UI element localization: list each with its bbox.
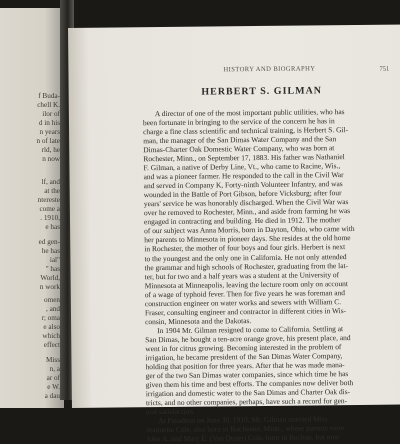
article-text-line: F. Gilman, a native of Derby Line, Vt., who came to Racine, Wis., (143, 161, 341, 173)
article-text-line: construction engineer on water works and sewers with William C. (144, 296, 342, 308)
article-body (143, 106, 400, 443)
left-page-text-fragment: n now (42, 155, 60, 163)
left-page-text-fragment: , and (46, 305, 60, 313)
left-page-text-fragment: lf, and (41, 178, 60, 186)
left-page-text-fragment: ed gen- (38, 238, 60, 246)
article-title: HERBERT S. GILMAN (201, 85, 323, 98)
left-page-text-fragment: ilor of (42, 110, 60, 118)
article-text-line: Rochester, Minn., on September 17, 1883. His father was Nathaniel (143, 152, 345, 164)
article-text-line: ter, but for two and a half years was a student at the University of (144, 269, 340, 281)
article-text-line: went in for citrus growing. Becoming interested in the problem of (145, 341, 342, 354)
article-text-line: Dimas-Charter Oak Domestic Water Company, who was born at (143, 143, 335, 155)
article-text-line: her parents to Minnesota in pioneer days. She resides at the old home (144, 233, 351, 245)
article-text-line: San Dimas, he bought a ten-acre orange grove, his present place, and (145, 332, 351, 344)
article-text-line: the grammar and high schools of Rochester, graduating from the lat- (144, 260, 349, 272)
left-page-text-fragment: chell K. (37, 101, 60, 109)
article-text-line: irrigation and domestic water to the San Dimas and Charter Oak dis- (145, 387, 351, 399)
left-page-text-fragment: " has (45, 265, 60, 273)
left-page-text-fragment: omen (44, 296, 60, 304)
article-text-line: Minnesota at Minneapolis, leaving the lecture room only on account (144, 278, 348, 290)
left-page (0, 8, 64, 408)
article-text-line: In 1904 Mr. Gilman resigned to come to California. Settling at (157, 323, 344, 335)
article-text-line: wounded in the Battle of Port Gibson, before Vicksburg; after four (143, 188, 342, 200)
article-text-line: over he removed to Rochester, Minn., and aside from farming he was (143, 206, 351, 218)
left-page-text-fragment: ial" (49, 256, 60, 264)
article-text-line: of our subject was Anna Morris, born in Dayton, Ohio, who came with (144, 224, 355, 236)
right-page (68, 24, 400, 444)
article-text-line: of a wage of typhoid fever. Then for five years he was foreman and (144, 287, 346, 299)
left-page-text-fragment: . 1910, (40, 214, 60, 222)
left-page-text-fragment: n, a (49, 365, 60, 373)
article-text-line: in Rochester, the mother of four boys and four girls. Herbert is next (144, 242, 346, 254)
left-page-text-fragment: rld, he (41, 146, 60, 154)
left-page-text-fragment: ar of (46, 374, 60, 382)
left-page-text-fragment: ntereste (37, 196, 60, 204)
article-text-line: ger of the two San Dimas water companies, since which time he has (145, 368, 349, 381)
article-text-line: charge a fine class scientific and technical training, is Herbert S. Gil- (143, 125, 349, 137)
article-text-line: irrigation, he became president of the San Dimas Water Company, (145, 350, 343, 363)
running-head: HISTORY AND BIOGRAPHY (223, 65, 316, 74)
left-page-text-fragment: n work (39, 283, 60, 291)
left-page-text-fragment: e also (43, 323, 60, 331)
article-text-line: engaged in contracting and building. He died in 1912. The mother (143, 215, 341, 227)
article-text-line: consin, Minnesota and the Dakotas. (145, 315, 252, 326)
article-text-line: been fortunate in bringing to the service of the concern he has in (142, 116, 335, 128)
article-text-line: holding that position for three years. After that he was made mana- (145, 359, 345, 372)
article-text-line: given them his time and best efforts. The companies now deliver both (145, 377, 354, 390)
left-page-text-fragment: e has (45, 223, 60, 231)
article-text-line: tricts, and no other companies, perhaps, have such a record for gen- (145, 396, 348, 408)
article-text-line: Fraser, consulting engineer and contractor in different cities in Wis- (144, 305, 347, 317)
left-page-text-fragment: e W. (47, 383, 60, 391)
left-page-text-fragment: f Buda- (38, 92, 60, 100)
article-text-line: and served in Company K, Forty-ninth Volunteer Infantry, and was (143, 179, 343, 191)
left-page-text-fragment: effect (43, 341, 60, 349)
left-page-text-fragment: n years (39, 128, 60, 136)
article-text-line: Jeannette Cole, also born in Rochester, Minn., whose parents were (146, 423, 345, 435)
left-page-text-fragment: a dau (44, 392, 60, 400)
article-text-line: and was a pioneer farmer. He responded to the call in the Civil War (143, 170, 344, 182)
article-text-line: eral satisfaction. (145, 406, 195, 417)
left-page-text-fragment: which (42, 332, 60, 340)
article-text-line: to the youngest and the only one in California. He not only attended (144, 251, 347, 263)
left-page-text-fragment: come a (39, 205, 60, 213)
page-number: 751 (379, 65, 390, 73)
article-text-line: At Pasadena on June 30, 1910, Mr. Gilman married Miss (158, 414, 328, 426)
left-page-text-fragment: r; oma (41, 314, 60, 322)
article-text-line: years' service he was honorably discharged. When the Civil War was (143, 197, 349, 209)
left-page-text-fragment: he has (41, 247, 60, 255)
left-page-text-fragment: n of late (36, 137, 60, 145)
article-text-line: man, the manager of the San Dimas Water Company and the San (143, 134, 337, 146)
left-page-text-fragment: Miss (46, 356, 60, 364)
left-page-text-fragment: d in his (38, 119, 60, 127)
left-page-text-fragment: at the (44, 187, 60, 195)
article-text-line: John A. and Mary E. (Van Duzer) Cole, born in Buchan, but now (146, 432, 340, 444)
article-text-line: A director of one of the most important public utilities, who has (154, 107, 345, 119)
left-page-text-fragment: World, (40, 274, 60, 282)
